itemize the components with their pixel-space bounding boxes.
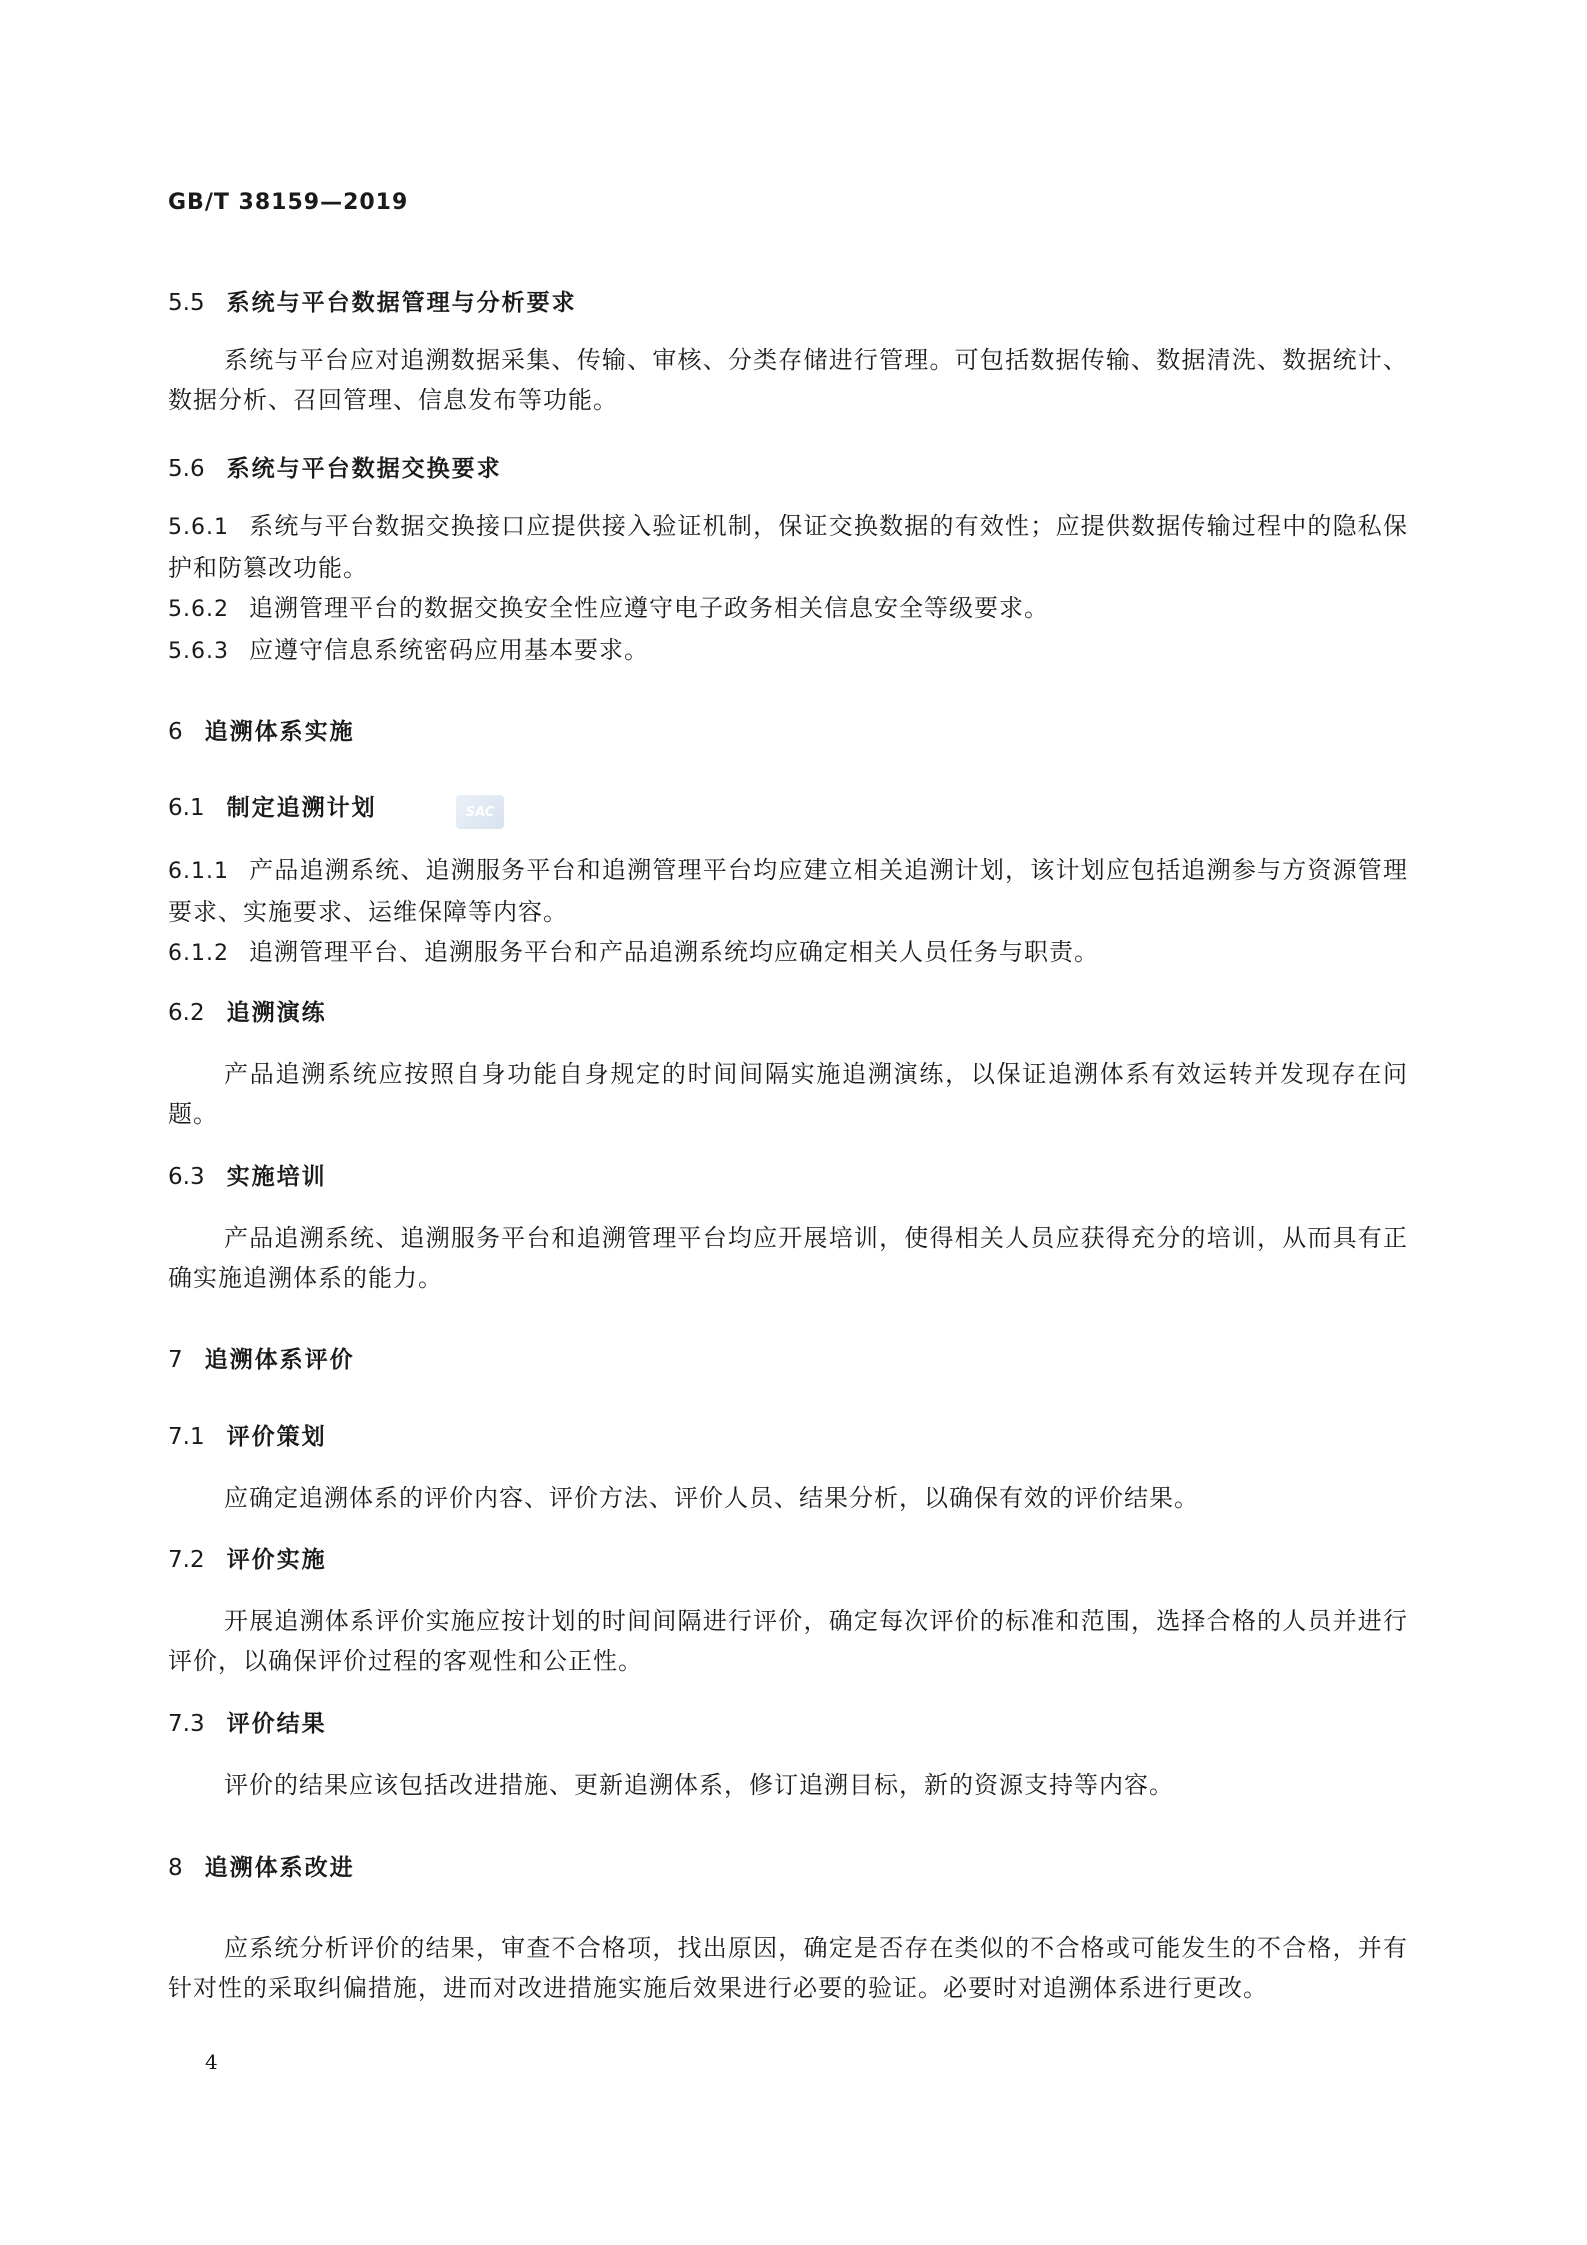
chapter-number: 7 bbox=[168, 1347, 183, 1373]
clause-5-6-3 bbox=[168, 630, 1408, 672]
section-6-1-heading bbox=[168, 791, 1408, 825]
clause-6-1-1 bbox=[168, 850, 1408, 932]
clause-text: 追溯管理平台的数据交换安全性应遵守电子政务相关信息安全等级要求。 bbox=[248, 594, 1049, 622]
section-5-6-heading bbox=[168, 452, 1408, 486]
section-number: 7.2 bbox=[168, 1547, 205, 1573]
chapter-7-heading bbox=[168, 1343, 1408, 1377]
section-title: 追溯演练 bbox=[226, 1000, 327, 1026]
chapter-8-body: 应系统分析评价的结果，审查不合格项，找出原因，确定是否存在类似的不合格或可能发生的不合格，并有针对性的采取纠偏措施，进而对改进措施实施后效果进行必要的验证。必要时对追溯体系进行更改。 bbox=[168, 1934, 1408, 2002]
clause-text: 应遵守信息系统密码应用基本要求。 bbox=[248, 636, 649, 664]
section-6-3-body: 产品追溯系统、追溯服务平台和追溯管理平台均应开展培训，使得相关人员应获得充分的培训，从而具有正确实施追溯体系的能力。 bbox=[168, 1224, 1408, 1292]
section-title: 实施培训 bbox=[226, 1164, 327, 1190]
section-number: 6.2 bbox=[168, 1000, 205, 1026]
section-7-3-heading bbox=[168, 1707, 1408, 1741]
section-title: 系统与平台数据管理与分析要求 bbox=[226, 290, 577, 316]
chapter-title: 追溯体系评价 bbox=[204, 1347, 355, 1373]
chapter-title: 追溯体系实施 bbox=[204, 719, 355, 745]
chapter-number: 6 bbox=[168, 719, 183, 745]
clause-5-6-1 bbox=[168, 506, 1408, 588]
section-title: 制定追溯计划 bbox=[226, 795, 377, 821]
section-7-1-body: 应确定追溯体系的评价内容、评价方法、评价人员、结果分析，以确保有效的评价结果。 bbox=[224, 1484, 1199, 1512]
clause-text: 追溯管理平台、追溯服务平台和产品追溯系统均应确定相关人员任务与职责。 bbox=[248, 938, 1099, 966]
clause-text: 系统与平台数据交换接口应提供接入验证机制，保证交换数据的有效性；应提供数据传输过程中的隐私保护和防篡改功能。 bbox=[168, 512, 1408, 582]
section-title: 评价结果 bbox=[226, 1711, 327, 1737]
page-number: 4 bbox=[205, 2050, 218, 2074]
section-number: 5.6 bbox=[168, 456, 205, 482]
section-title: 评价实施 bbox=[226, 1547, 327, 1573]
clause-5-6-2 bbox=[168, 588, 1408, 630]
clause-6-1-2 bbox=[168, 932, 1408, 974]
document-code: GB/T 38159—2019 bbox=[168, 190, 409, 215]
clause-number: 6.1.2 bbox=[168, 941, 229, 966]
section-7-3-body: 评价的结果应该包括改进措施、更新追溯体系，修订追溯目标，新的资源支持等内容。 bbox=[224, 1771, 1174, 1799]
section-number: 7.1 bbox=[168, 1424, 205, 1450]
chapter-6-heading bbox=[168, 715, 1408, 749]
chapter-8-heading bbox=[168, 1851, 1408, 1885]
clause-number: 6.1.1 bbox=[168, 859, 229, 884]
section-7-2-heading bbox=[168, 1543, 1408, 1577]
section-5-5-body: 系统与平台应对追溯数据采集、传输、审核、分类存储进行管理。可包括数据传输、数据清洗、数据统计、数据分析、召回管理、信息发布等功能。 bbox=[168, 346, 1408, 414]
section-6-2-body: 产品追溯系统应按照自身功能自身规定的时间间隔实施追溯演练，以保证追溯体系有效运转并发现存在问题。 bbox=[168, 1060, 1408, 1128]
section-number: 6.1 bbox=[168, 795, 205, 821]
section-7-1-heading bbox=[168, 1420, 1408, 1454]
chapter-number: 8 bbox=[168, 1855, 183, 1881]
chapter-title: 追溯体系改进 bbox=[204, 1855, 355, 1881]
clause-number: 5.6.1 bbox=[168, 515, 229, 540]
section-6-2-heading bbox=[168, 996, 1408, 1030]
clause-number: 5.6.2 bbox=[168, 597, 229, 622]
section-title: 系统与平台数据交换要求 bbox=[226, 456, 502, 482]
section-title: 评价策划 bbox=[226, 1424, 327, 1450]
section-number: 5.5 bbox=[168, 290, 205, 316]
clause-text: 产品追溯系统、追溯服务平台和追溯管理平台均应建立相关追溯计划，该计划应包括追溯参与方资源管理要求、实施要求、运维保障等内容。 bbox=[168, 856, 1408, 926]
clause-number: 5.6.3 bbox=[168, 639, 229, 664]
section-7-2-body: 开展追溯体系评价实施应按计划的时间间隔进行评价，确定每次评价的标准和范围，选择合格的人员并进行评价，以确保评价过程的客观性和公正性。 bbox=[168, 1607, 1408, 1675]
section-number: 7.3 bbox=[168, 1711, 205, 1737]
section-number: 6.3 bbox=[168, 1164, 205, 1190]
section-5-5-heading bbox=[168, 286, 1408, 320]
section-6-3-heading bbox=[168, 1160, 1408, 1194]
sac-watermark-logo: SAC bbox=[456, 795, 504, 829]
